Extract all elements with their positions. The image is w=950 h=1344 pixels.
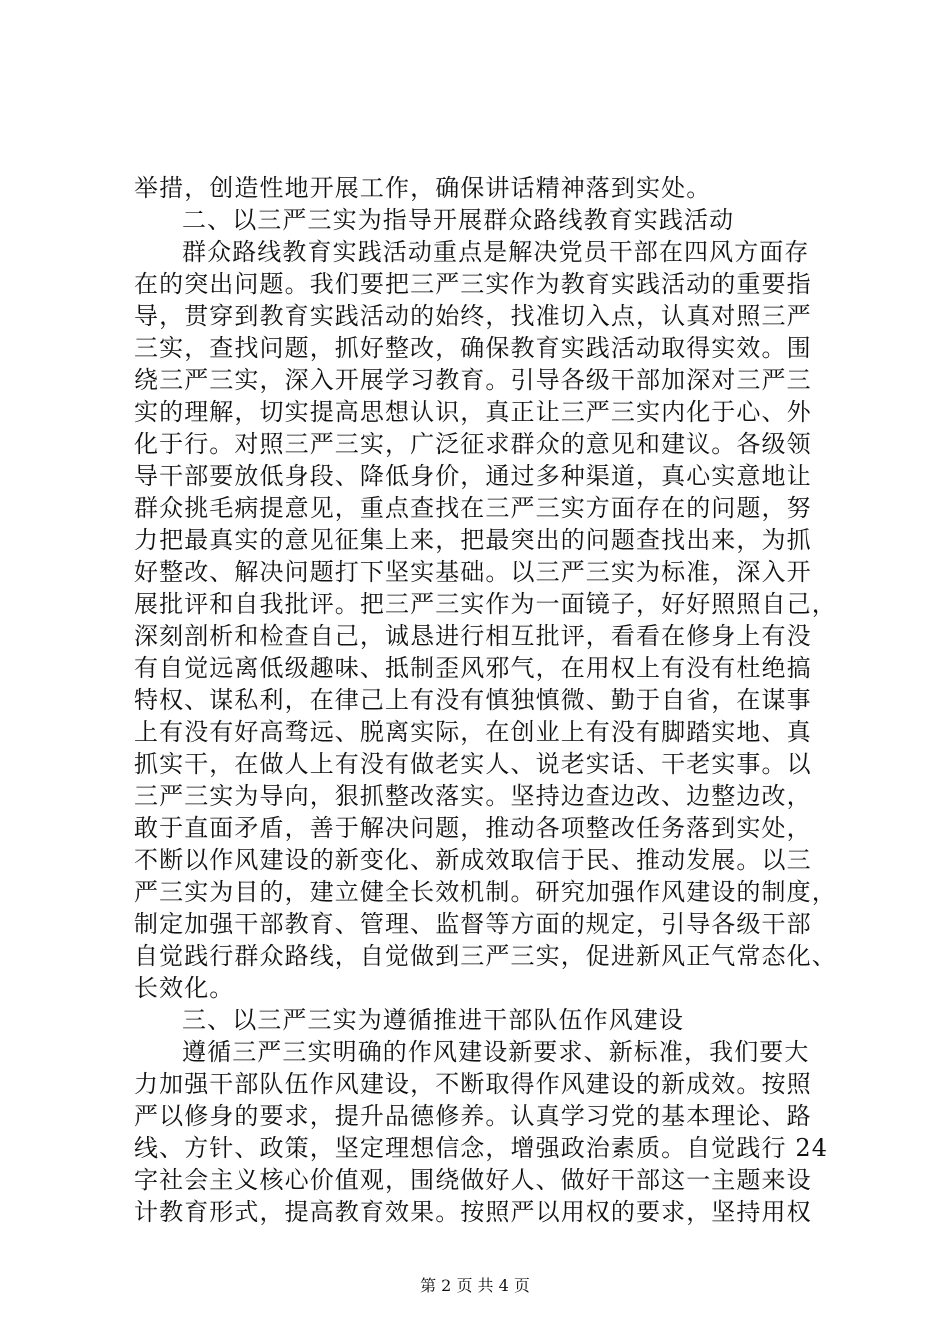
- page-footer: [0, 1276, 950, 1296]
- page-number-label: 第 2 页 共 4 页: [420, 1276, 530, 1295]
- document-body: [134, 172, 840, 1228]
- section-heading-3: 三、以三严三实为遵循推进干部队伍作风建设: [182, 1006, 684, 1034]
- text-line: 自觉践行群众路线，自觉做到三严三实，促进新风正气常态化、: [134, 942, 837, 970]
- text-line: 敢于直面矛盾，善于解决问题，推动各项整改任务落到实处，: [134, 814, 812, 842]
- text-line: 特权、谋私利，在律己上有没有慎独慎微、勤于自省，在谋事: [134, 686, 812, 714]
- text-line: 严以修身的要求，提升品德修养。认真学习党的基本理论、路: [134, 1102, 812, 1130]
- text-line: 化于行。对照三严三实，广泛征求群众的意见和建议。各级领: [134, 430, 812, 458]
- text-line: 实的理解，切实提高思想认识，真正让三严三实内化于心、外: [134, 398, 812, 426]
- text-line: 三严三实为导向，狠抓整改落实。坚持边查边改、边整边改，: [134, 782, 812, 810]
- text-line: 群众挑毛病提意见，重点查找在三严三实方面存在的问题，努: [134, 494, 812, 522]
- text-line: 严三实为目的，建立健全长效机制。研究加强作风建设的制度，: [134, 878, 837, 906]
- text-line: 遵循三严三实明确的作风建设新要求、新标准，我们要大: [182, 1038, 810, 1066]
- text-line: 不断以作风建设的新变化、新成效取信于民、推动发展。以三: [134, 846, 812, 874]
- text-line: 举措，创造性地开展工作，确保讲话精神落到实处。: [134, 174, 712, 202]
- text-line: 字社会主义核心价值观，围绕做好人、做好干部这一主题来设: [134, 1166, 812, 1194]
- text-line: 计教育形式，提高教育效果。按照严以用权的要求，坚持用权: [134, 1198, 812, 1226]
- section-heading-2: 二、以三严三实为指导开展群众路线教育实践活动: [182, 206, 735, 234]
- text-line: 三实，查找问题，抓好整改，确保教育实践活动取得实效。围: [134, 334, 812, 362]
- text-line: 有自觉远离低级趣味、抵制歪风邪气，在用权上有没有杜绝搞: [134, 654, 812, 682]
- text-line: 长效化。: [134, 974, 235, 1002]
- text-line: 好整改、解决问题打下坚实基础。以三严三实为标准，深入开: [134, 558, 812, 586]
- text-line: 力把最真实的意见征集上来，把最突出的问题查找出来，为抓: [134, 526, 812, 554]
- text-line: 力加强干部队伍作风建设，不断取得作风建设的新成效。按照: [134, 1070, 812, 1098]
- text-line: 抓实干，在做人上有没有做老实人、说老实话、干老实事。以: [134, 750, 812, 778]
- text-line: 群众路线教育实践活动重点是解决党员干部在四风方面存: [182, 238, 810, 266]
- text-line: 展批评和自我批评。把三严三实作为一面镜子，好好照照自己，: [134, 590, 837, 618]
- text-line: 导干部要放低身段、降低身价，通过多种渠道，真心实意地让: [134, 462, 812, 490]
- text-line: 上有没有好高骛远、脱离实际，在创业上有没有脚踏实地、真: [134, 718, 812, 746]
- text-line: 制定加强干部教育、管理、监督等方面的规定，引导各级干部: [134, 910, 812, 938]
- text-line: 线、方针、政策，坚定理想信念，增强政治素质。自觉践行 24: [134, 1134, 829, 1162]
- text-line: 绕三严三实，深入开展学习教育。引导各级干部加深对三严三: [134, 366, 812, 394]
- text-line: 深刻剖析和检查自己，诚恳进行相互批评，看看在修身上有没: [134, 622, 812, 650]
- text-line: 导，贯穿到教育实践活动的始终，找准切入点，认真对照三严: [134, 302, 812, 330]
- text-line: 在的突出问题。我们要把三严三实作为教育实践活动的重要指: [134, 270, 812, 298]
